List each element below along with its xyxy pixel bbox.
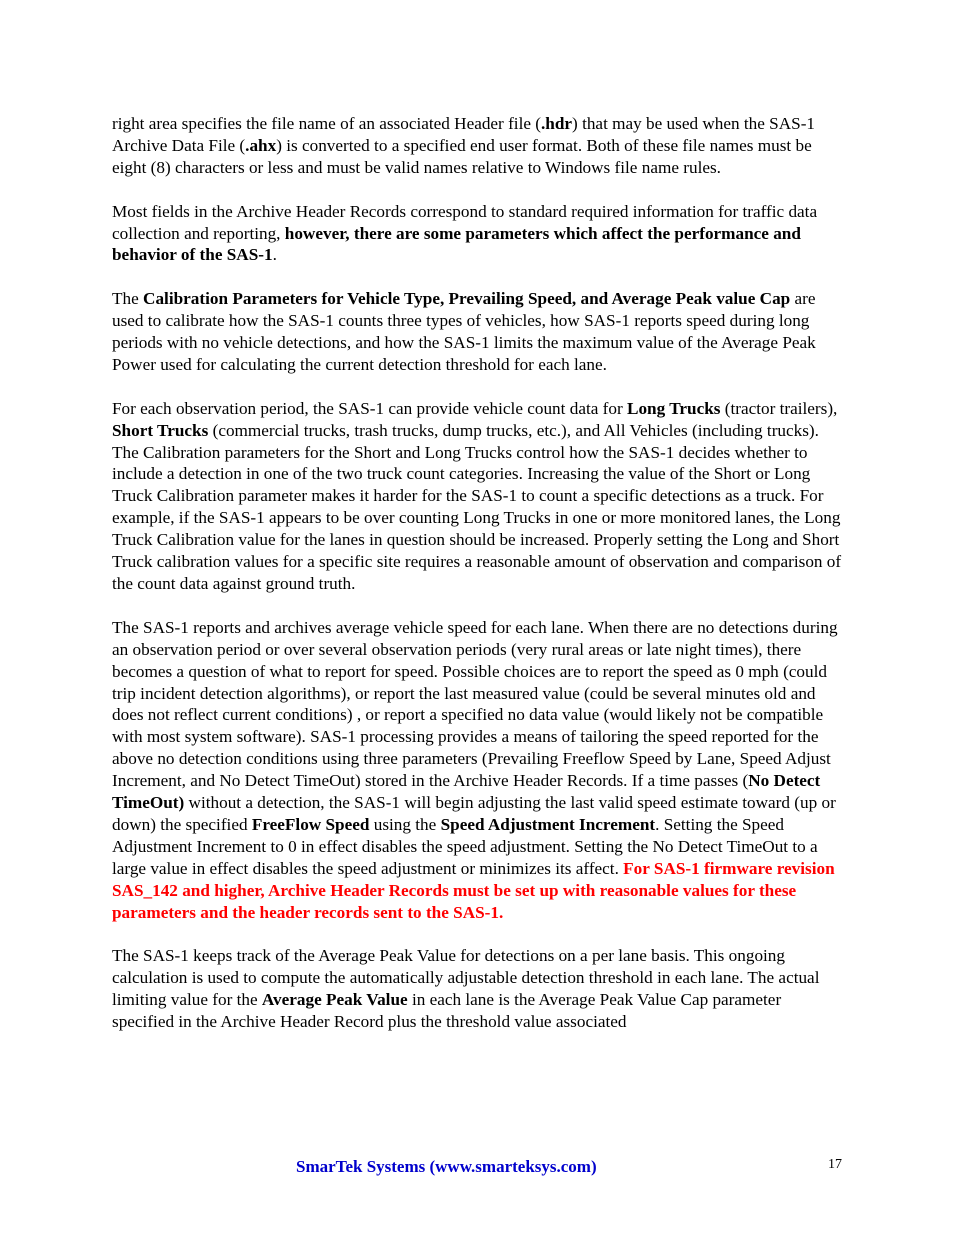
footer-company-link: SmarTek Systems (www.smarteksys.com) bbox=[296, 1157, 597, 1176]
page-footer bbox=[0, 1157, 954, 1181]
bold-text: .ahx bbox=[245, 135, 277, 155]
paragraph-1 bbox=[112, 113, 847, 179]
paragraph-3 bbox=[112, 288, 847, 376]
bold-text: however, there are some parameters which affect the performance and behavior of the SAS-1 bbox=[112, 223, 801, 265]
bold-text: Speed Adjustment Increment bbox=[440, 814, 656, 834]
paragraph-4 bbox=[112, 398, 847, 595]
body-text: The SAS-1 reports and archives average vehicle speed for each lane. When there are no detections during an observation period or over several observation periods (very rural areas or late night times), there becomes a question of what to report for speed. Possible choices are to report the speed as 0 mph (could trip incident detection algorithms), or report the last measured value (could be several minutes old and does not reflect current conditions) , or report a specified no data value (would likely not be compatible with most system software). SAS-1 processing provides a means of tailoring the speed reported for the above no detection conditions using three parameters (Prevailing Freeflow Speed by Lane, Speed Adjust Increment, and No Detect TimeOut) stored in the Archive Header Records. If a time passes ( bbox=[112, 617, 838, 791]
body-text: without a detection, the SAS-1 will begin adjusting the last valid speed estimate toward (up or down) the specified bbox=[112, 793, 836, 834]
body-text: (commercial trucks, trash trucks, dump trucks, etc.), and All Vehicles (including trucks). The Calibration parameters for the Short and Long Trucks control how the SAS-1 decides whether to include a detection in one of the two truck count categories. Increasing the value of the Short or Long Truck Calibration parameter makes it harder for the SAS-1 to count a specific detections as a truck. For example, if the SAS-1 appears to be over counting Long Trucks in one or more monitored lanes, the Long Truck Calibration value for the lanes in question should be increased. Properly setting the Long and Short Truck calibration values for a specific site requires a reasonable amount of observation and comparison of the count data against ground truth. bbox=[112, 420, 842, 593]
body-text: Most fields in the Archive Header Records correspond to standard required information for traffic data collection and reporting, bbox=[112, 201, 818, 243]
paragraph-5 bbox=[112, 617, 847, 924]
bold-text: Long Trucks bbox=[627, 398, 721, 418]
bold-text: No Detect TimeOut) bbox=[112, 771, 821, 813]
bold-text: FreeFlow Speed bbox=[251, 814, 370, 834]
paragraph-6 bbox=[112, 945, 847, 1033]
body-text: ) is converted to a specified end user format. Both of these file names must be eight (8) characters or less and must be valid names relative to Windows file name rules. bbox=[112, 135, 812, 177]
body-text: (tractor trailers), bbox=[720, 398, 838, 418]
warning-text: For SAS-1 firmware revision SAS_142 and higher, Archive Header Records must be set up with reasonable values for these parameters and the header records sent to the SAS-1. bbox=[112, 858, 835, 922]
bold-text: Calibration Parameters for Vehicle Type, Prevailing Speed, and Average Peak value Cap bbox=[143, 289, 791, 309]
paragraph-2 bbox=[112, 201, 847, 267]
body-text: in each lane is the Average Peak Value Cap parameter specified in the Archive Header Record plus the threshold value associated bbox=[112, 990, 782, 1032]
body-text: The bbox=[112, 289, 144, 309]
body-text: The SAS-1 keeps track of the Average Peak Value for detections on a per lane basis. This ongoing calculation is used to compute the automatically adjustable detection threshold in each lane. The actual limiting value for the bbox=[112, 946, 820, 1010]
bold-text: Short Trucks bbox=[112, 420, 209, 440]
bold-text: .hdr bbox=[541, 114, 573, 133]
body-text: . Setting the Speed Adjustment Increment to 0 in effect disables the speed adjustment. Setting the No Detect TimeOut to a large value in effect disables the speed adjustment or minimizes its affect. bbox=[112, 814, 818, 878]
bold-text: Average Peak Value bbox=[261, 990, 408, 1010]
body-text: using the bbox=[369, 814, 441, 834]
body-text: For each observation period, the SAS-1 can provide vehicle count data for bbox=[112, 398, 627, 418]
body-text: . bbox=[272, 245, 277, 265]
page-number: 17 bbox=[828, 1157, 842, 1172]
body-text: are used to calibrate how the SAS-1 counts three types of vehicles, how SAS-1 reports speed during long periods with no vehicle detections, and how the SAS-1 limits the maximum value of the Average Peak Power used for calculating the current detection threshold for each lane. bbox=[112, 289, 816, 374]
body-text: ) that may be used when the SAS-1 Archive Data File ( bbox=[112, 114, 816, 155]
body-text: right area specifies the file name of an associated Header file ( bbox=[112, 114, 541, 133]
page-body bbox=[112, 113, 847, 1055]
